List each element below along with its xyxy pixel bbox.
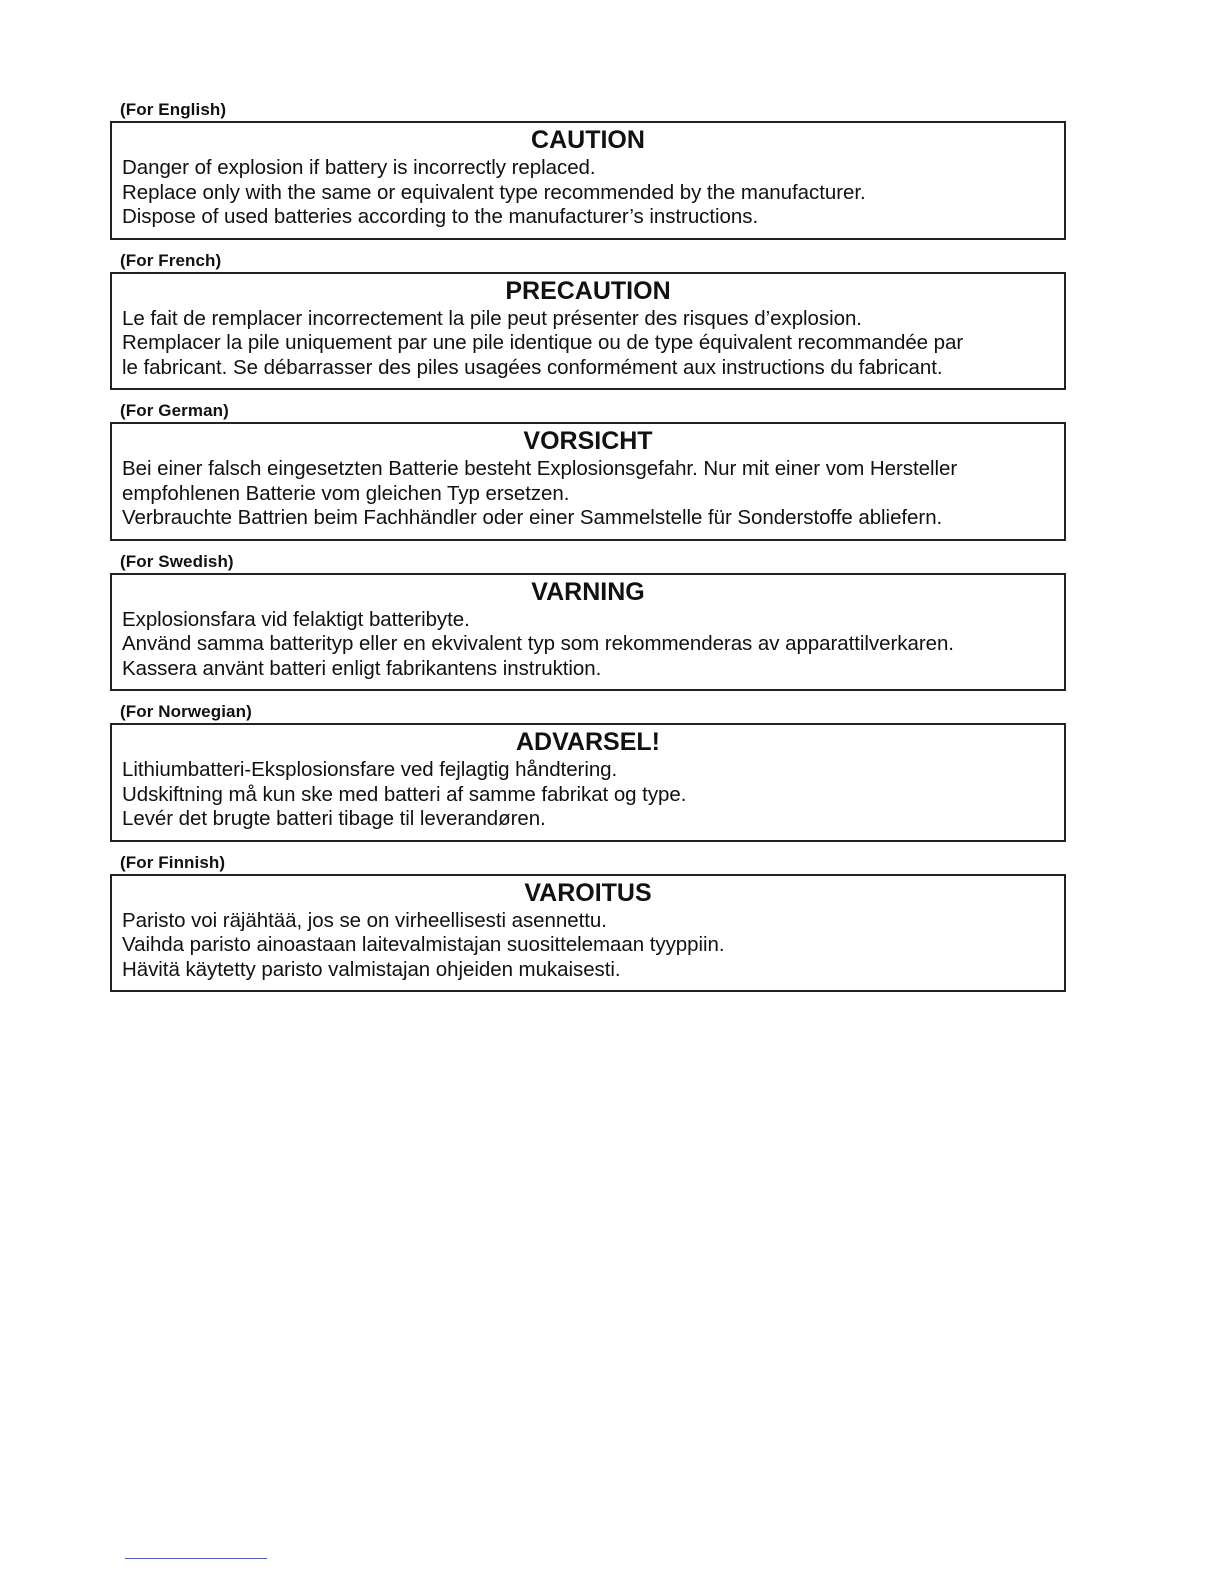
notice-line: empfohlenen Batterie vom gleichen Typ ersetzen. bbox=[122, 481, 570, 505]
notice-box bbox=[110, 422, 1066, 541]
notice-line: Udskiftning må kun ske med batteri af samme fabrikat og type. bbox=[122, 782, 687, 806]
language-label: (For Finnish) bbox=[120, 852, 226, 872]
notice-line: Hävitä käytetty paristo valmistajan ohjeiden mukaisesti. bbox=[122, 957, 621, 981]
notice-box bbox=[110, 272, 1066, 391]
notice-line: le fabricant. Se débarrasser des piles usagées conformément aux instructions du fabricant. bbox=[122, 355, 943, 379]
notice-line: Använd samma batterityp eller en ekvivalent typ som rekommenderas av apparattilverkaren. bbox=[122, 632, 954, 655]
section-norwegian bbox=[110, 701, 1066, 842]
section-french bbox=[110, 250, 1066, 391]
notice-line: Explosionsfara vid felaktigt batteribyte. bbox=[122, 607, 470, 631]
notice-heading: CAUTION bbox=[531, 126, 645, 154]
notice-box bbox=[110, 121, 1066, 240]
notice-heading: PRECAUTION bbox=[505, 276, 671, 305]
footer-divider bbox=[125, 1558, 267, 1559]
section-finnish bbox=[110, 852, 1066, 993]
notice-line: Remplacer la pile uniquement par une pile identique ou de type équivalent recommandée par bbox=[122, 331, 964, 354]
language-label: (For Norwegian) bbox=[120, 702, 252, 721]
notice-line: Danger of explosion if battery is incorrectly replaced. bbox=[122, 156, 596, 179]
notice-heading: ADVARSEL! bbox=[516, 728, 660, 756]
notice-heading: VARNING bbox=[531, 577, 645, 606]
notice-heading: VORSICHT bbox=[523, 427, 653, 455]
section-german bbox=[110, 400, 1066, 541]
notice-line: Dispose of used batteries according to the manufacturer’s instructions. bbox=[122, 205, 759, 228]
language-label: (For Swedish) bbox=[120, 551, 234, 571]
notice-box bbox=[110, 723, 1066, 842]
notice-line: Bei einer falsch eingesetzten Batterie besteht Explosionsgefahr. Nur mit einer vom Hersteller bbox=[122, 457, 958, 480]
notice-box bbox=[110, 874, 1066, 993]
notice-box bbox=[110, 573, 1066, 692]
language-label: (For German) bbox=[120, 401, 229, 420]
notice-line: Vaihda paristo ainoastaan laitevalmistajan suosittelemaan tyyppiin. bbox=[122, 933, 725, 956]
notice-line: Paristo voi räjähtää, jos se on virheellisesti asennettu. bbox=[122, 908, 607, 932]
section-english bbox=[110, 99, 1066, 240]
notice-line: Levér det brugte batteri tibage til leverandøren. bbox=[122, 807, 546, 830]
notice-line: Replace only with the same or equivalent type recommended by the manufacturer. bbox=[122, 180, 866, 204]
section-swedish bbox=[110, 551, 1066, 692]
notice-line: Kassera använt batteri enligt fabrikantens instruktion. bbox=[122, 656, 602, 680]
notice-line: Le fait de remplacer incorrectement la pile peut présenter des risques d’explosion. bbox=[122, 306, 862, 330]
notice-line: Lithiumbatteri-Eksplosionsfare ved fejlagtig håndtering. bbox=[122, 758, 618, 781]
language-label: (For French) bbox=[120, 250, 222, 270]
notice-heading: VAROITUS bbox=[524, 878, 652, 907]
notice-line: Verbrauchte Battrien beim Fachhändler oder einer Sammelstelle für Sonderstoffe abliefern. bbox=[122, 506, 943, 529]
language-label: (For English) bbox=[120, 100, 227, 119]
battery-warning-sections bbox=[110, 99, 1066, 1002]
